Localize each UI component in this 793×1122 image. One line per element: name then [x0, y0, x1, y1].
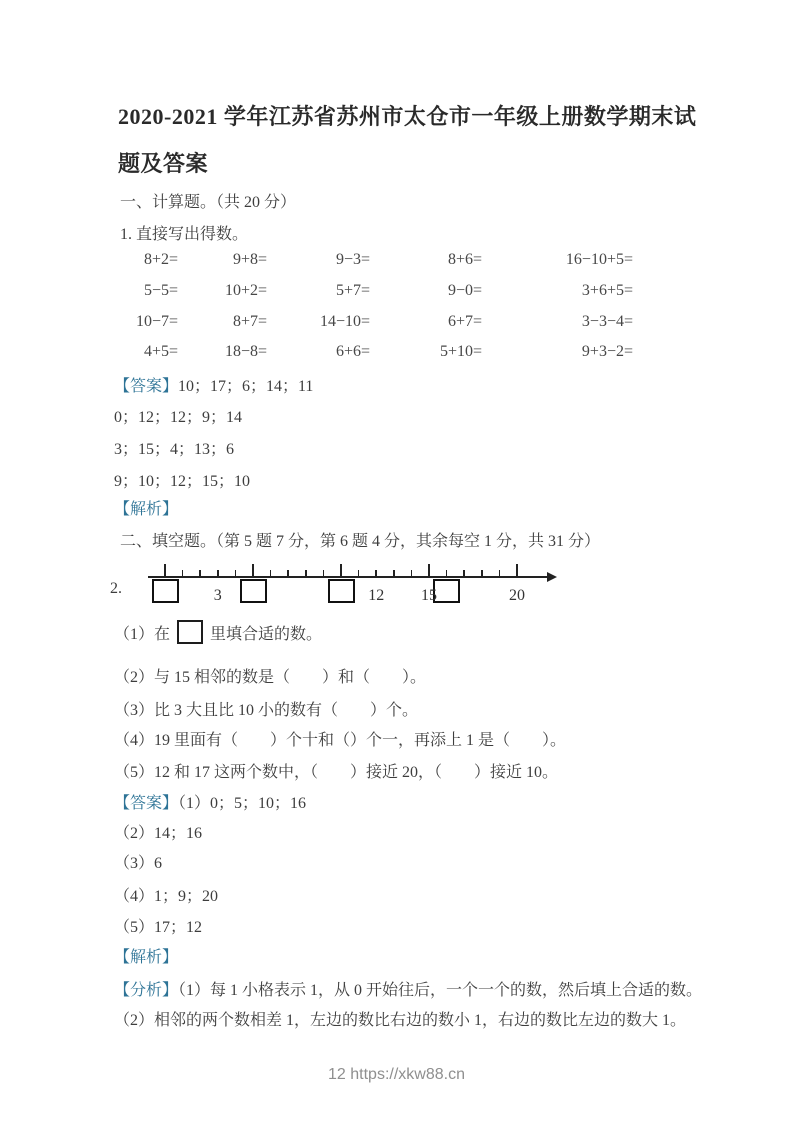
problem-cell: 5−5=: [143, 281, 178, 299]
page-footer: [0, 1066, 793, 1084]
analysis-title: 【分析】: [114, 982, 179, 999]
tick-mark: [463, 570, 465, 577]
fill-box: [328, 579, 355, 603]
problem-cell: 3−3−4=: [581, 312, 633, 330]
section1-answer-line2: 0；12；12；9；14: [114, 409, 243, 426]
fill-box: [240, 579, 267, 603]
problem-cell: 16−10+5=: [565, 251, 633, 268]
number-line-arrow: [547, 572, 557, 582]
problem-cell: 9+3−2=: [581, 343, 633, 361]
tick-mark: [270, 570, 272, 577]
page-title-line1: 2020-2021 学年江苏省苏州市太仓市一年级上册数学期末试: [118, 104, 697, 129]
problem-cell: 8+6=: [447, 251, 482, 268]
question-2: （2）与 15 相邻的数是（ ）和（ ）。: [114, 669, 427, 686]
tick-mark: [164, 564, 166, 577]
arithmetic-problem-grid: [106, 250, 633, 373]
tick-mark: [481, 570, 483, 577]
tick-label: 15: [421, 587, 437, 604]
problem-cell: 6+6=: [335, 343, 370, 361]
problem-cell: 4+5=: [143, 343, 178, 361]
footer-link[interactable]: https://xkw88.cn: [350, 1066, 465, 1083]
section1-answer-line1: [114, 373, 313, 396]
tick-mark: [358, 570, 360, 577]
tick-label: 20: [509, 587, 525, 604]
section2-analysis-label: 【解析】: [114, 949, 179, 966]
problem-cell: 5+10=: [439, 343, 482, 361]
analysis-line1: [114, 977, 702, 1000]
problem-cell: 9+8=: [232, 251, 267, 268]
problem-cell: 8+7=: [232, 312, 267, 330]
section2-answer-line4: （4）1；9；20: [114, 888, 219, 905]
question-1-suffix: 里填合适的数。: [210, 625, 323, 643]
tick-mark: [217, 570, 219, 577]
section2-answer-line3: （3）6: [114, 855, 163, 872]
problem-cell: 8+2=: [143, 251, 178, 268]
question-5: （5）12 和 17 这两个数中，（ ）接近 20，（ ）接近 10。: [114, 764, 559, 781]
answer-label: 【答案】: [114, 795, 179, 812]
tick-mark: [340, 564, 342, 577]
section2-header: 二、填空题。（第 5 题 7 分，第 6 题 4 分，其余每空 1 分，共 31 分）: [120, 533, 601, 550]
tick-label: 12: [368, 587, 385, 604]
problem-cell: 14−10=: [319, 312, 370, 330]
problem-cell: 9−3=: [335, 251, 370, 268]
tick-mark: [393, 570, 395, 577]
tick-mark: [199, 570, 201, 577]
tick-mark: [428, 564, 430, 577]
section2-answer-line5: （5）17；12: [114, 919, 203, 936]
tick-mark: [305, 570, 307, 577]
problem-cell: 18−8=: [224, 343, 267, 361]
section2-answer-line2: （2）14；16: [114, 825, 203, 842]
answer-values: 10；17；6；14；11: [178, 378, 314, 395]
section1-header: 一、计算题。（共 20 分）: [120, 194, 297, 211]
section2-item2-label: 2.: [110, 580, 122, 597]
problem-cell: 10−7=: [135, 312, 178, 330]
problem-cell: 3+6+5=: [581, 281, 633, 299]
tick-mark: [375, 570, 377, 577]
question-3: （3）比 3 大且比 10 小的数有（ ）个。: [114, 702, 419, 719]
tick-label: 3: [213, 587, 222, 604]
fill-box: [177, 620, 203, 644]
problem-cell: 10+2=: [224, 281, 267, 299]
number-line: [148, 560, 582, 612]
page-number: 12: [328, 1066, 346, 1083]
question-1: [114, 620, 322, 644]
section2-answer-line1: [114, 790, 306, 813]
analysis-text: （1）每 1 小格表示 1，从 0 开始往后，一个一个的数，然后填上合适的数。: [178, 982, 703, 999]
section1-item1-label: 1. 直接写出得数。: [120, 226, 249, 243]
problem-cell: 5+7=: [335, 281, 370, 299]
problem-cell: 6+7=: [447, 312, 482, 330]
tick-mark: [287, 570, 289, 577]
tick-mark: [235, 570, 237, 577]
problem-cell: 9−0=: [447, 281, 482, 299]
tick-mark: [411, 570, 413, 577]
tick-mark: [323, 570, 325, 577]
answer-label: 【答案】: [114, 378, 179, 395]
analysis-line2: （2）相邻的两个数相差 1，左边的数比右边的数小 1，右边的数比左边的数大 1。: [114, 1012, 687, 1029]
tick-mark: [499, 570, 501, 577]
section1-analysis-label: 【解析】: [114, 501, 179, 518]
section1-answer-line4: 9；10；12；15；10: [114, 473, 251, 490]
answer-values: （1）0；5；10；16: [178, 795, 307, 812]
number-line-axis: [148, 576, 548, 578]
question-4: （4）19 里面有（ ）个十和（）个一，再添上 1 是（ ）。: [114, 732, 567, 749]
tick-mark: [252, 564, 254, 577]
section1-answer-line3: 3；15；4；13；6: [114, 441, 235, 458]
tick-mark: [516, 564, 518, 577]
page-title-line2: 题及答案: [118, 151, 209, 176]
fill-box: [152, 579, 179, 603]
tick-mark: [182, 570, 184, 577]
question-1-prefix: （1）在: [114, 625, 171, 643]
tick-mark: [446, 570, 448, 577]
